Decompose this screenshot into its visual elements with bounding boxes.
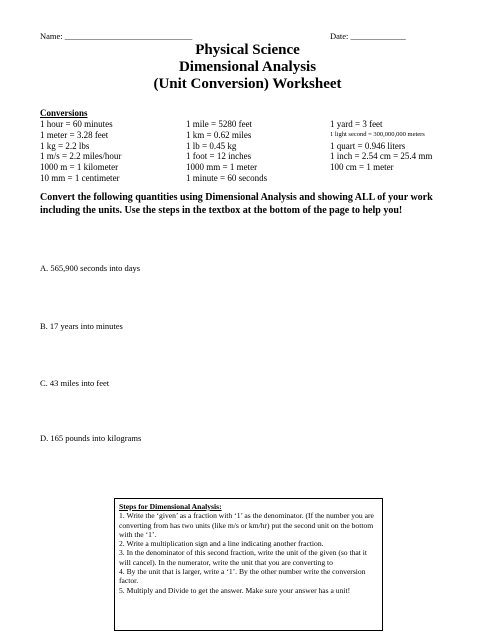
- conversions-column-3: [330, 119, 432, 173]
- title-line-2: Dimensional Analysis: [178, 59, 317, 75]
- conversion-item: 1 lb = 0.45 kg: [186, 140, 237, 151]
- problem-b: B. 17 years into minutes: [40, 321, 123, 331]
- instructions: Convert the following quantities using Dimensional Analysis and showing ALL of your work including the units. Use the steps in the textbox at the bottom of the page to help you!: [40, 192, 433, 216]
- conversion-item: 1 mile = 5280 feet: [186, 119, 253, 129]
- conversion-item: 1 km = 0.62 miles: [186, 129, 252, 140]
- conversion-item: 1 minute = 60 seconds: [186, 172, 268, 183]
- conversion-item: 1000 mm = 1 meter: [186, 162, 258, 173]
- title-line-3: (Unit Conversion) Worksheet: [153, 76, 342, 92]
- conversion-item: 100 cm = 1 meter: [330, 162, 394, 173]
- date-line: Date: _____________: [330, 31, 406, 41]
- conversion-item: 1 meter = 3.28 feet: [40, 129, 109, 140]
- steps-textbox: [114, 498, 383, 631]
- conversions-column-2: [186, 119, 267, 184]
- problem-a: A. 565,900 seconds into days: [40, 263, 141, 273]
- conversions-column-1: [40, 119, 121, 184]
- conversion-item: 1000 m = 1 kilometer: [40, 162, 119, 173]
- step-item: 5. Multiply and Divide to get the answer. Make sure your answer has a unit!: [119, 585, 351, 595]
- conversion-item: 1 m/s = 2.2 miles/hour: [40, 151, 122, 162]
- step-item: 1. Write the ‘given’ as a fraction with ‘1’ as the denominator. (If the number you are converting from has two units (like m/s or km/hr) put the second unit on the bottom with the ‘1’.: [119, 511, 374, 539]
- title-line-1: Physical Science: [195, 42, 300, 58]
- step-item: 3. In the denominator of this second fraction, write the unit of the given (so that it will cancel). In the numerator, write the unit that you are converting to: [119, 548, 368, 567]
- name-line: Name: ______________________________: [40, 31, 193, 41]
- problem-d: D. 165 pounds into kilograms: [40, 433, 142, 443]
- steps-title: Steps for Dimensional Analysis:: [119, 502, 222, 511]
- conversions-heading: Conversions: [40, 108, 88, 118]
- step-item: 2. Write a multiplication sign and a line indicating another fraction.: [119, 539, 324, 549]
- conversion-item: 1 kg = 2.2 lbs: [40, 140, 90, 151]
- conversion-item: 1 foot = 12 inches: [186, 151, 252, 162]
- conversion-item: 1 inch = 2.54 cm = 25.4 mm: [330, 151, 433, 162]
- conversion-item: 10 mm = 1 centimeter: [40, 172, 120, 183]
- conversion-item: 1 light second = 300,000,000 meters: [330, 130, 425, 138]
- conversion-item: 1 yard = 3 feet: [330, 119, 383, 129]
- conversion-item: 1 hour = 60 minutes: [40, 119, 113, 129]
- conversion-item: 1 quart = 0.946 liters: [330, 140, 406, 151]
- problem-c: C. 43 miles into feet: [40, 378, 110, 388]
- step-item: 4. By the unit that is larger, write a ‘1’. By the other number write the conversion factor.: [119, 567, 366, 586]
